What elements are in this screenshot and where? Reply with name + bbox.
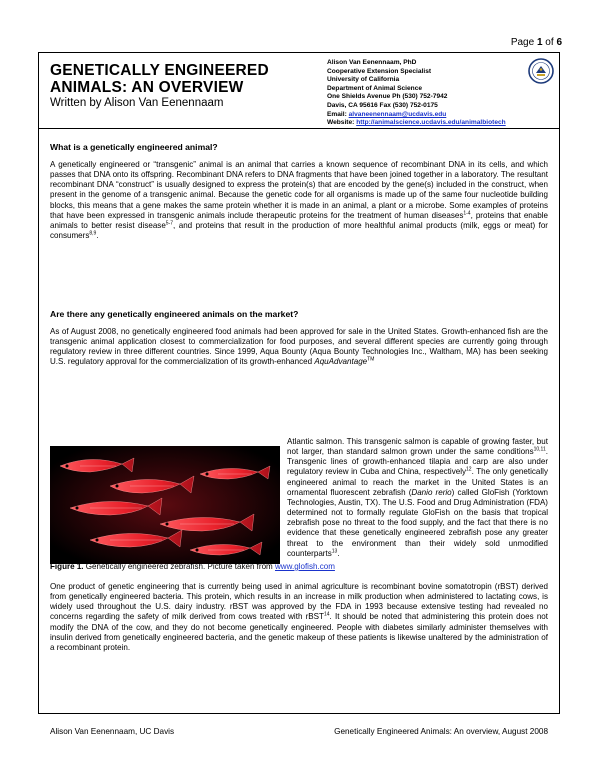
byline: Written by Alison Van Eenennaam	[50, 97, 224, 109]
header-divider	[38, 128, 560, 129]
author-contact-block: Alison Van Eenennaam, PhD Cooperative Extension Specialist University of California Department of Animal Science One Shields Avenue Ph (530) 752-7942 Davis, CA 95616 Fax (530) 752-0175 Email: alvaneenennaam@ucdavis.edu Website: http://animalscience.ucdavis.edu/animalbiotech	[327, 59, 506, 127]
paragraph-rbst: One product of genetic engineering that is currently being used in animal agriculture is recombinant bovine somatotropin (rBST) derived from genetically engineered bacteria. This protein, which results in an increase in milk production when administered to lactating cows, is widely used throughout the U.S. dairy industry. rBST was approved by the FDA in 1993 because extensive testing had revealed no concerns regarding the safety of milk derived from cows treated with rBST$^{14}$. It should be noted that administering this protein does not modify the DNA of the cow, and they do not become genetically engineered. People with diabetes similarly administer themselves with insulin derived from genetically engineered bacteria, and the genetic makeup of these patients is likewise unaltered by the administration of a recombinant protein.	[50, 582, 549, 652]
figure-caption: Figure 1. Genetically engineered zebrafish. Picture taken from www.glofish.com	[50, 562, 335, 571]
uc-seal-icon	[528, 58, 554, 84]
zebrafish-illustration	[50, 446, 280, 564]
website-link[interactable]: http://animalscience.ucdavis.edu/animalbiotech	[356, 119, 506, 127]
glofish-link[interactable]: www.glofish.com	[274, 562, 335, 571]
email-link[interactable]: alvaneenennaam@ucdavis.edu	[348, 110, 447, 118]
paragraph-wrapped-market: Atlantic salmon. This transgenic salmon is capable of growing faster, but not larger, than standard salmon grown under the same conditions$^{10,11}$. Transgenic lines of growth-enhanced tilapia and carp are also under regulatory review in Cuba and China, respectively$^{12}$. The only genetically engineered animal to reach the market in the United States is an ornamental fluorescent zebrafish (Danio rerio) called GloFish (Yorktown Technologies, Austin, TX). The U.S. Food and Drug Administration (FDA) determined not to formally regulate GloFish on the basis that tropical zebrafish pose no threat to the food supply, and the fact that there is no evidence that these genetically engineered zebrafish pose any greater threat to the environment than their widely sold unmodified counterparts$^{13}$.	[287, 437, 548, 558]
footer-right: Genetically Engineered Animals: An overview, August 2008	[334, 727, 548, 736]
paragraph-definition: A genetically engineered or “transgenic” animal is an animal that carries a known sequence of recombinant DNA in its cells, and which passes that DNA onto its offspring. Recombinant DNA refers to DNA fragments that have been joined together in a laboratory. The resultant recombinant DNA “construct” is usually designed to express the protein(s) that are encoded by the gene(s) included in the construct, when present in the genome of a transgenic animal. Because the genetic code for all organisms is made up of the same four nucleotide building blocks, this means that a gene makes the same protein whether it is made in an animal, a plant or a microbe. Some examples of proteins that have been expressed in transgenic animals include therapeutic proteins for the treatment of human diseases$^{1-4}$, proteins that enable animals to better resist disease$^{5-7}$, and proteins that result in the production of more healthful animal products (milk, eggs or meat) for consumers$^{8,9}$.	[50, 160, 548, 241]
paragraph-market-intro: As of August 2008, no genetically engineered food animals had been approved for sale in the United States. Growth-enhanced fish are the transgenic animal application closest to commercialization for food purposes, and several different species are currently going through regulatory review in three different countries. Since 1999, Aqua Bounty (Aqua Bounty Technologies Inc., Waltham, MA) has been seeking U.S. regulatory approval for the commercialization of its growth-enhanced AquAdvantage™	[50, 327, 548, 367]
page-number: Page 1 of 6	[510, 37, 562, 48]
section-heading-what-is: What is a genetically engineered animal?	[50, 142, 218, 152]
document-title: GENETICALLY ENGINEERED ANIMALS: AN OVERVIEW	[50, 62, 269, 96]
footer-left: Alison Van Eenennaam, UC Davis	[50, 727, 175, 736]
section-heading-on-market: Are there any genetically engineered animals on the market?	[50, 309, 299, 319]
figure-zebrafish-image	[50, 446, 280, 564]
